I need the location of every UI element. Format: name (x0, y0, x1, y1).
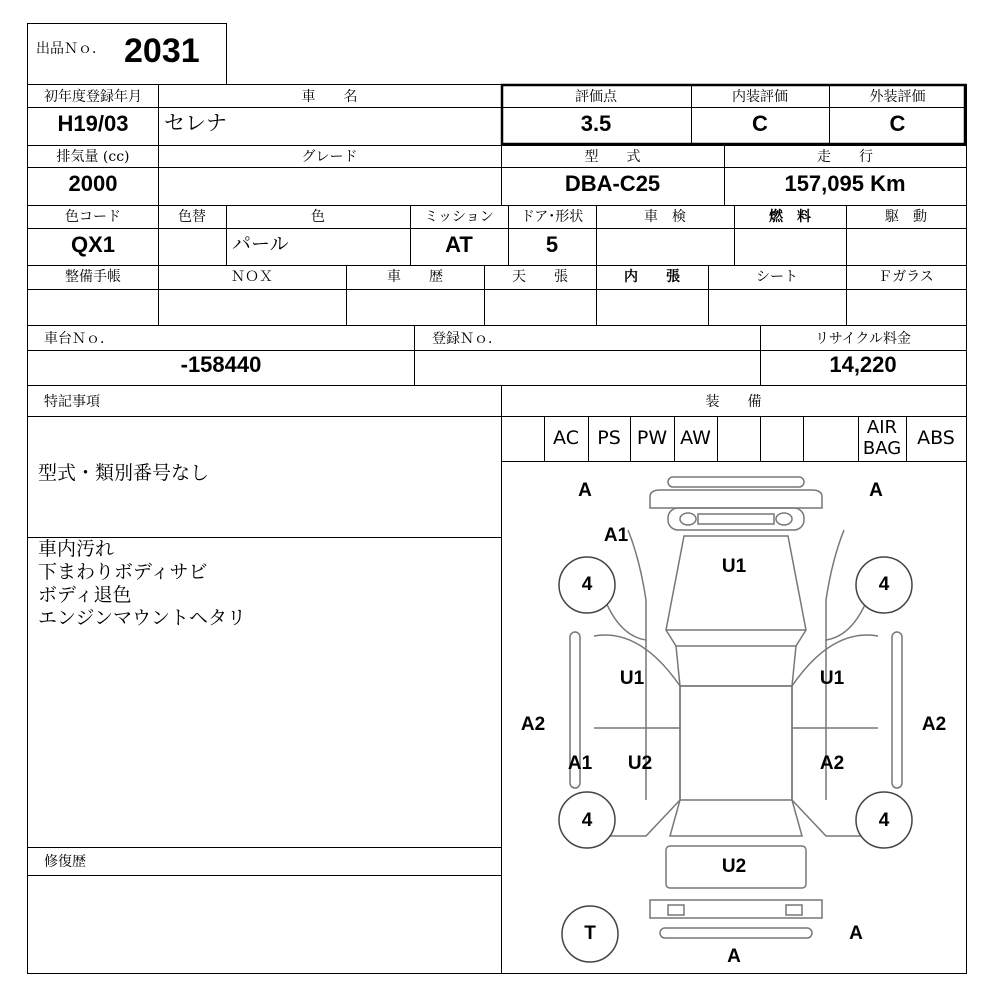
equipment-aw: AW (680, 427, 711, 449)
special-notes-line: 車内汚れ (38, 538, 115, 560)
damage-mark-rear-right: A (849, 923, 863, 944)
special-notes-top: 型式・類別番号なし (38, 462, 210, 484)
nox-label: ＮＯＸ (231, 269, 273, 285)
interior-grade-value: C (752, 111, 768, 136)
color-code-value: QX1 (70, 232, 116, 257)
inspection-label: 車 検 (644, 209, 686, 225)
grade-label: グレード (301, 149, 358, 165)
equipment-pw: PW (636, 427, 668, 449)
registration-number-label: 登録Ｎｏ． (432, 331, 502, 347)
exterior-grade-label: 外装評価 (869, 89, 926, 105)
displacement-label: 排気量 (cc) (56, 149, 130, 165)
model-value: DBA-C25 (564, 171, 661, 196)
special-notes-line: ボディ退色 (38, 584, 132, 606)
mileage-value: 157,095 Km (784, 171, 906, 196)
equipment-ac: AC (553, 427, 579, 449)
door-shape-label: ドア･形状 (520, 209, 584, 225)
tire-rear-right: 4 (878, 810, 890, 831)
damage-mark-front-fender-left: A1 (603, 525, 629, 546)
front-glass-label: Ｆガラス (878, 269, 934, 285)
lot-number-label: 出品Ｎｏ． (36, 41, 106, 57)
mission-value: AT (445, 232, 473, 257)
exterior-grade-value: C (889, 111, 906, 136)
first-registration-label: 初年度登録年月 (44, 89, 142, 105)
damage-mark-left-rear-door: A1 (567, 753, 593, 774)
color-value: パール (232, 233, 289, 255)
equipment-ps: PS (597, 427, 621, 449)
damage-mark-back-door: U2 (721, 856, 747, 877)
spare-tire: T (584, 923, 596, 944)
color-code-label: 色コード (65, 209, 121, 225)
equipment-airbag: AIR BAG (862, 417, 902, 459)
damage-mark-right-side: A2 (921, 714, 947, 735)
damage-mark-rear-bumper: A (727, 946, 741, 967)
seat-label: シート (756, 269, 798, 285)
color-label: 色 (311, 209, 325, 225)
displacement-value: 2000 (68, 171, 118, 196)
mission-label: ミッション (424, 209, 494, 225)
lot-number-value: 2031 (124, 32, 200, 70)
special-notes-label: 特記事項 (44, 394, 100, 410)
roof-lining-label: 天 張 (512, 269, 568, 285)
damage-mark-left-side: A2 (520, 714, 546, 735)
repair-history-label: 修復歴 (44, 854, 86, 870)
model-label: 型 式 (584, 149, 641, 165)
recycle-fee-label: リサイクル料金 (814, 331, 912, 347)
recycle-fee-value: 14,220 (829, 352, 897, 377)
fuel-label: 燃 料 (769, 209, 811, 225)
score-value: 3.5 (580, 111, 612, 136)
chassis-number-label: 車台Ｎｏ． (44, 331, 114, 347)
special-notes-line: 下まわりボディサビ (38, 561, 208, 583)
damage-mark-hood: U1 (721, 556, 747, 577)
interior-grade-label: 内装評価 (732, 89, 788, 105)
first-registration-value: H19/03 (57, 111, 129, 136)
damage-mark-left-quarter: U2 (627, 753, 653, 774)
car-name-value: セレナ (164, 111, 227, 135)
equipment-abs: ABS (917, 427, 955, 449)
damage-mark-left-door: U1 (619, 668, 645, 689)
special-notes-line: エンジンマウントヘタリ (38, 607, 247, 629)
tire-front-left: 4 (581, 574, 593, 595)
vehicle-history-label: 車 歴 (387, 269, 443, 285)
equipment-label: 装 備 (705, 394, 762, 410)
color-change-label: 色替 (178, 209, 206, 225)
damage-mark-right-door: U1 (819, 668, 845, 689)
car-name-label: 車 名 (301, 89, 358, 105)
tire-rear-left: 4 (581, 810, 593, 831)
interior-trim-label: 内 張 (624, 269, 680, 285)
tire-front-right: 4 (878, 574, 890, 595)
damage-mark-right-quarter: A2 (819, 753, 845, 774)
score-label: 評価点 (575, 89, 617, 105)
service-book-label: 整備手帳 (65, 269, 121, 285)
mileage-label: 走 行 (817, 149, 873, 165)
drive-label: 駆 動 (885, 209, 927, 225)
chassis-number-value: -158440 (180, 352, 262, 377)
damage-mark-front-right: A (869, 480, 883, 501)
damage-mark-front-left: A (578, 480, 592, 501)
door-shape-value: 5 (545, 232, 559, 257)
